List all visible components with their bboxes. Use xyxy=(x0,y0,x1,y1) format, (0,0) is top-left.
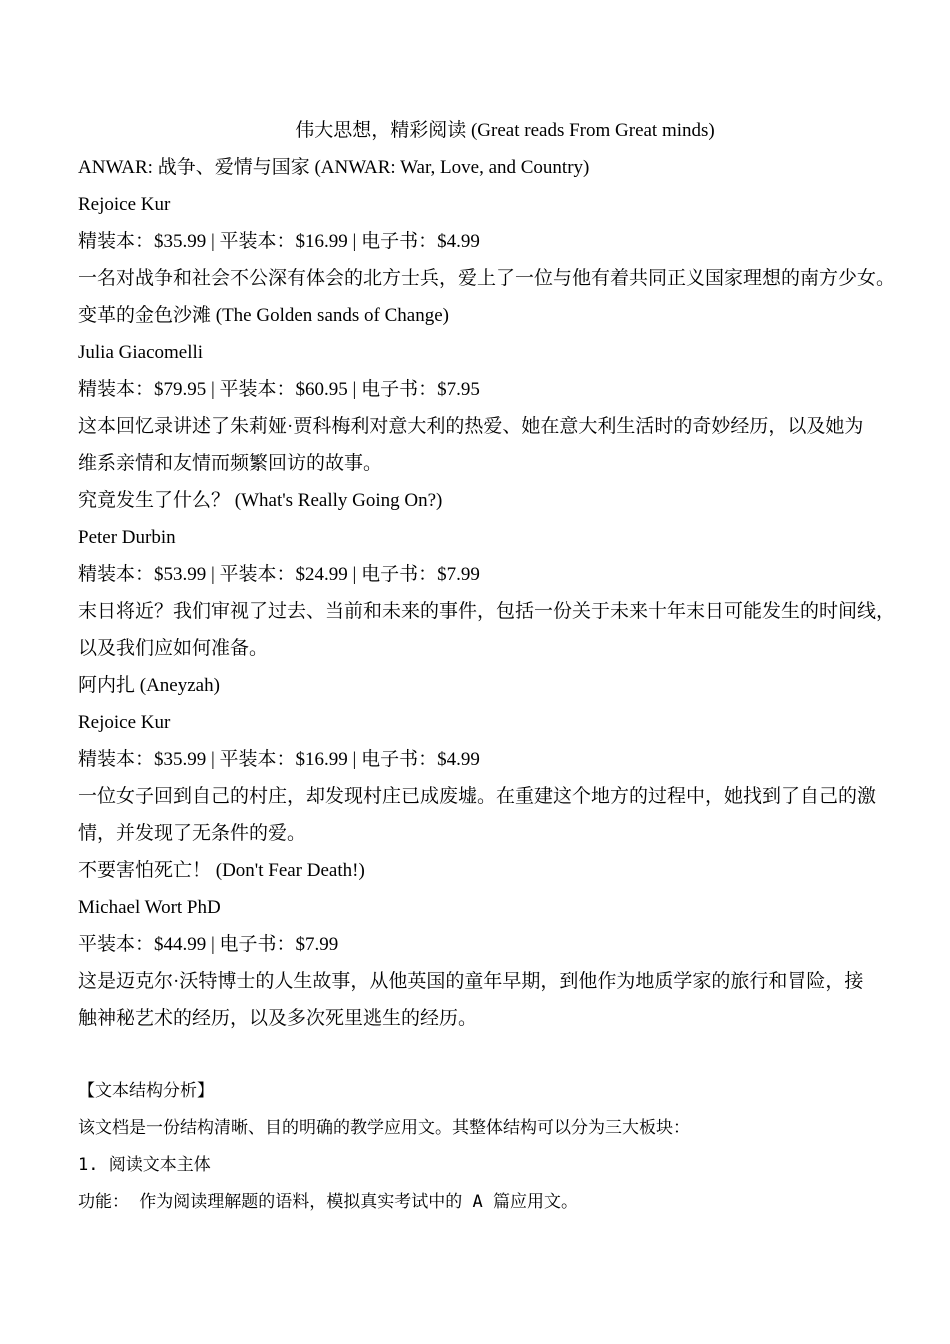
book-description: 这本回忆录讲述了朱莉娅·贾科梅利对意大利的热爱、她在意大利生活时的奇妙经历，以及她为 xyxy=(78,416,864,437)
book-title: 阿内扎 (Aneyzah) xyxy=(78,675,220,696)
section-spacer xyxy=(78,1037,910,1073)
book-prices: 精装本：$53.99 | 平装本：$24.99 | 电子书：$7.99 xyxy=(78,564,480,585)
book-prices: 精装本：$35.99 | 平装本：$16.99 | 电子书：$4.99 xyxy=(78,231,480,252)
book-author: Rejoice Kur xyxy=(78,194,171,215)
analysis-section-function: 功能： 作为阅读理解题的语料，模拟真实考试中的 A 篇应用文。 xyxy=(78,1192,578,1212)
book-author: Michael Wort PhD xyxy=(78,897,221,918)
book-title: 不要害怕死亡！ (Don't Fear Death!) xyxy=(78,860,365,881)
book-title: ANWAR: 战争、爱情与国家 (ANWAR: War, Love, and Country) xyxy=(78,157,590,178)
book-description: 情，并发现了无条件的爱。 xyxy=(78,823,307,844)
book-description: 末日将近？我们审视了过去、当前和未来的事件，包括一份关于未来十年末日可能发生的时间线， xyxy=(78,601,896,622)
book-description: 一名对战争和社会不公深有体会的北方士兵，爱上了一位与他有着共同正义国家理想的南方少女。 xyxy=(78,268,896,289)
book-title: 究竟发生了什么？ (What's Really Going On?) xyxy=(78,490,443,511)
book-description: 一位女子回到自己的村庄，却发现村庄已成废墟。在重建这个地方的过程中，她找到了自己的激 xyxy=(78,786,877,807)
book-author: Julia Giacomelli xyxy=(78,342,204,363)
book-author: Rejoice Kur xyxy=(78,712,171,733)
book-description: 这是迈克尔·沃特博士的人生故事，从他英国的童年早期，到他作为地质学家的旅行和冒险，接 xyxy=(78,971,864,992)
book-title: 变革的金色沙滩 (The Golden sands of Change) xyxy=(78,305,449,326)
book-prices: 精装本：$35.99 | 平装本：$16.99 | 电子书：$4.99 xyxy=(78,749,480,770)
book-description: 维系亲情和友情而频繁回访的故事。 xyxy=(78,453,383,474)
book-prices: 精装本：$79.95 | 平装本：$60.95 | 电子书：$7.95 xyxy=(78,379,480,400)
book-description: 以及我们应如何准备。 xyxy=(78,638,269,659)
analysis-heading: 【文本结构分析】 xyxy=(78,1081,214,1101)
analysis-intro: 该文档是一份结构清晰、目的明确的教学应用文。其整体结构可以分为三大板块： xyxy=(78,1118,690,1138)
book-author: Peter Durbin xyxy=(78,527,176,548)
analysis-section-title: 1. 阅读文本主体 xyxy=(78,1155,211,1175)
book-prices: 平装本：$44.99 | 电子书：$7.99 xyxy=(78,934,339,955)
document-title: 伟大思想，精彩阅读 (Great reads From Great minds) xyxy=(295,120,715,141)
book-description: 触神秘艺术的经历，以及多次死里逃生的经历。 xyxy=(78,1008,478,1029)
